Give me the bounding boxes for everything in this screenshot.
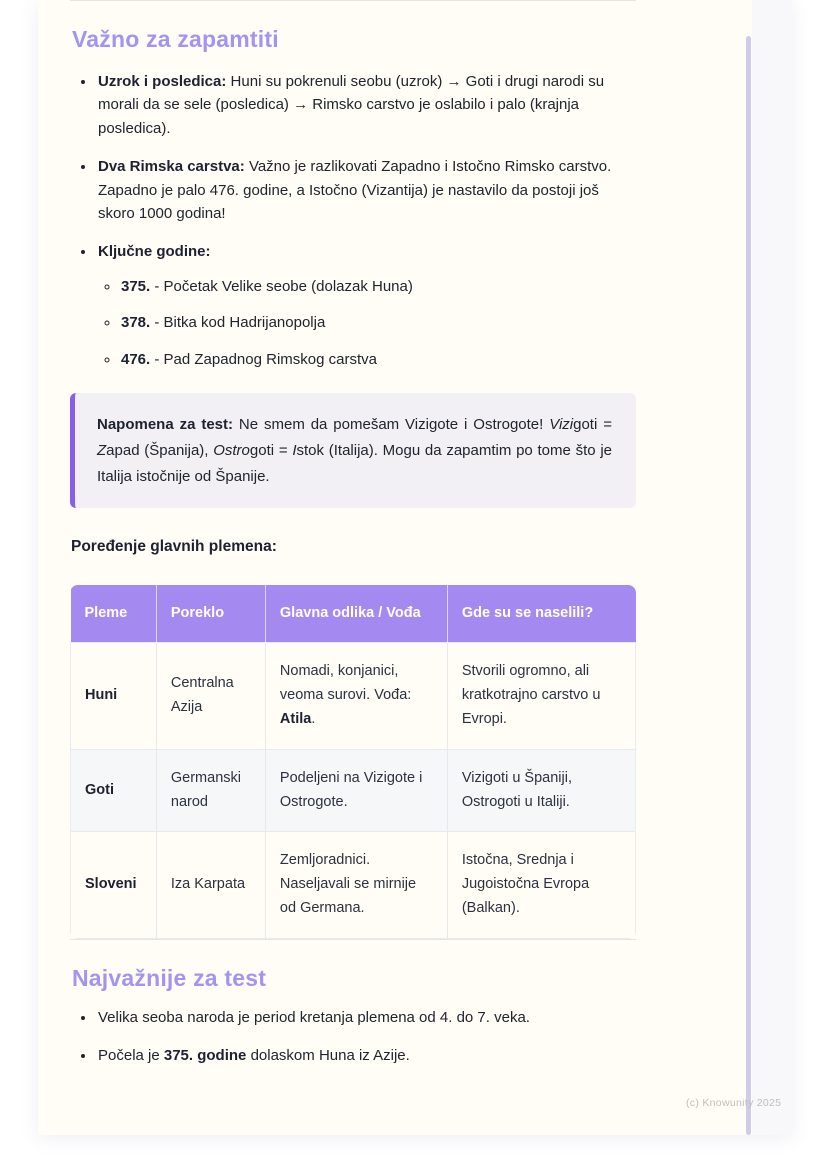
table-cell-gde: Stvorili ogromno, ali kratkotrajno carstvo u Evropi. <box>447 642 635 749</box>
list-item-text: Počela je <box>98 1046 164 1064</box>
test-list <box>70 1006 636 1067</box>
callout-lead: Napomena za test: <box>97 415 233 433</box>
key-year: 378. <box>121 314 151 332</box>
table-caption: Poređenje glavnih plemena: <box>71 537 277 555</box>
section-heading-important: Važno za zapamtiti <box>72 26 279 52</box>
table-cell-odlika <box>265 642 447 749</box>
table-cell-odlika <box>265 749 447 832</box>
list-item-bold: 375. godine <box>163 1046 247 1064</box>
list-item-text: Važno je razlikovati Zapadno i Istočno Rimsko carstvo. Zapadno je palo 476. godine, a Istočno (Vizantija) je nastavilo da postoji još skoro 1000 godina! <box>98 158 612 222</box>
list-item-lead: Ključne godine: <box>98 243 211 261</box>
page-right-gutter <box>752 0 792 1135</box>
note-callout-text <box>97 412 612 491</box>
key-years-list <box>98 275 636 371</box>
list-item <box>96 155 636 225</box>
table-cell-pleme: Sloveni <box>71 832 157 939</box>
tribes-table-wrap <box>70 585 636 940</box>
table-cell-odlika <box>265 832 447 939</box>
callout-italic: I <box>292 442 297 460</box>
table-cell-gde: Vizigoti u Španiji, Ostrogoti u Italiji. <box>447 749 635 832</box>
list-item-text: Velika seoba naroda je period kretanja plemena od 4. do 7. veka. <box>98 1009 530 1027</box>
list-item-lead: Dva Rimska carstva: <box>98 158 245 176</box>
table-cell-pleme: Goti <box>71 749 157 832</box>
list-item <box>96 1044 636 1067</box>
document-page <box>38 0 792 1135</box>
key-year-event: - Bitka kod Hadrijanopolja <box>154 314 326 332</box>
table-row <box>71 642 636 749</box>
callout-segment: stok (Italija). Mogu da zapamtim po tome što je Italija istočnije od Španije. <box>97 442 613 486</box>
table-cell-poreklo: Iza Karpata <box>156 832 265 939</box>
key-year-event: - Početak Velike seobe (dolazak Huna) <box>154 277 413 295</box>
list-item <box>96 240 636 371</box>
cell-text: Nomadi, konjanici, veoma surovi. Vođa: <box>279 662 412 703</box>
table-header-cell: Pleme <box>71 585 157 643</box>
list-item-text: dolaskom Huna iz Azije. <box>246 1046 410 1064</box>
cell-bold: Atila <box>279 710 312 727</box>
tribes-table <box>70 585 636 940</box>
table-row <box>71 749 636 832</box>
section-divider <box>70 939 636 940</box>
key-year-item <box>120 275 636 298</box>
table-row <box>71 832 636 939</box>
scrollbar-thumb[interactable] <box>746 36 751 1135</box>
cell-text: Zemljoradnici. Naseljavali se mirnije od Germana. <box>279 852 417 917</box>
key-year: 476. <box>121 350 151 368</box>
table-cell-poreklo: Centralna Azija <box>156 642 265 749</box>
table-header-row <box>71 585 636 643</box>
callout-italic: Z <box>97 442 107 460</box>
callout-italic: Ostro <box>213 442 250 460</box>
callout-segment: goti = <box>573 415 612 433</box>
table-header-cell: Glavna odlika / Vođa <box>265 585 447 643</box>
section-divider <box>70 0 636 1</box>
callout-italic: Vizi <box>549 415 574 433</box>
note-callout <box>70 393 636 508</box>
list-item-text: Huni su pokrenuli seobu (uzrok) → Goti i drugi narodi su morali da se sele (posledica) → Rimsko carstvo je oslabilo i palo (krajnja posledica). <box>98 73 605 137</box>
key-year-item <box>120 348 636 371</box>
key-year: 375. <box>121 277 151 295</box>
cell-text: . <box>311 710 316 727</box>
table-header-cell: Gde su se naselili? <box>447 585 635 643</box>
key-year-item <box>120 311 636 334</box>
important-list <box>70 70 636 371</box>
list-item <box>96 70 636 140</box>
key-year-event: - Pad Zapadnog Rimskog carstva <box>154 350 377 368</box>
callout-segment: apad (Španija), <box>106 442 214 460</box>
callout-segment: Ne smem da pomešam Vizigote i Ostrogote! <box>233 415 550 433</box>
table-header-cell: Poreklo <box>156 585 265 643</box>
watermark: (c) Knowunity 2025 <box>686 1097 782 1109</box>
list-item <box>96 1006 636 1029</box>
document-content <box>70 0 636 1081</box>
cell-text: Podeljeni na Vizigote i Ostrogote. <box>279 769 423 810</box>
table-cell-pleme: Huni <box>71 642 157 749</box>
section-heading-test: Najvažnije za test <box>72 965 267 992</box>
table-cell-poreklo: Germanski narod <box>156 749 265 832</box>
table-cell-gde: Istočna, Srednja i Jugoistočna Evropa (Balkan). <box>447 832 635 939</box>
callout-segment: goti = <box>249 442 293 460</box>
list-item-lead: Uzrok i posledica: <box>98 73 227 90</box>
